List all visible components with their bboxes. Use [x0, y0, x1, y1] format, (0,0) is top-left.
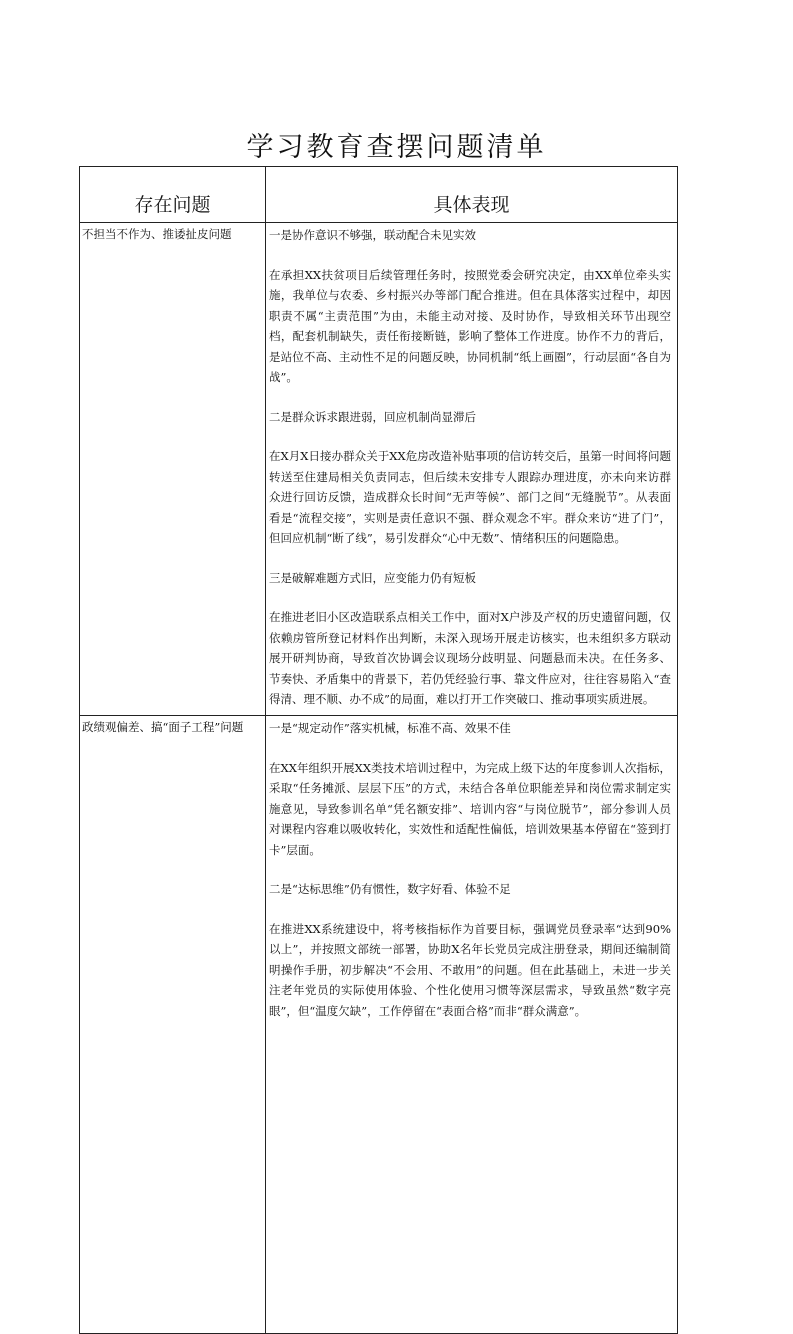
issue-table: [79, 166, 678, 1334]
point-body: 在X月X日接办群众关于XX危房改造补贴事项的信访转交后，虽第一时间将问题转送至住建局相关负责同志，但后续未安排专人跟踪办理进度，亦未向来访群众进行回访反馈，造成群众长时间“无声等候”、部门之间“无缝脱节”。从表面看是“流程交接”，实则是责任意识不强、群众观念不牢。群众来访“进了门”，但回应机制“断了线”，易引发群众“心中无数”、情绪积压的问题隐患。: [269, 449, 671, 545]
point-body: 在推进老旧小区改造联系点相关工作中，面对X户涉及产权的历史遗留问题，仅依赖房管所登记材料作出判断，未深入现场开展走访核实，也未组织多方联动展开研判协商，导致首次协调会议现场分歧明显、问题悬而未决。在任务多、节奏快、矛盾集中的背景下，若仍凭经验行事、靠文件应对，往往容易陷入“查得清、理不顺、办不成”的局面，难以打开工作突破口、推动事项实质进展。: [269, 610, 671, 706]
header-detail: 具体表现: [266, 167, 678, 223]
point-body: 在承担XX扶贫项目后续管理任务时，按照党委会研究决定，由XX单位牵头实施，我单位与农委、乡村振兴办等部门配合推进。但在具体落实过程中，却因职责不属“主责范围”为由，未能主动对接、及时协作，导致相关环节出现空档，配套机制缺失，责任衔接断链，影响了整体工作进度。协作不力的背后，是站位不高、主动性不足的问题反映，协同机制“纸上画圈”，行动层面“各自为战”。: [269, 267, 671, 384]
table-row: [80, 223, 678, 716]
header-issue: 存在问题: [80, 167, 266, 223]
issue-cell: 不担当不作为、推诿扯皮问题: [80, 223, 266, 716]
detail-cell: [266, 716, 678, 1334]
point-heading: 三是破解难题方式旧，应变能力仍有短板: [269, 570, 476, 585]
point-heading: 二是群众诉求跟进弱，回应机制尚显滞后: [269, 409, 476, 424]
point-body: 在XX年组织开展XX类技术培训过程中，为完成上级下达的年度参训人次指标，采取“任务摊派、层层下压”的方式，未结合各单位职能差异和岗位需求制定实施意见，导致参训名单“凭名额安排”、培训内容“与岗位脱节”，部分参训人员对课程内容难以吸收转化，实效性和适配性偏低，培训效果基本停留在“签到打卡”层面。: [269, 760, 671, 857]
point-heading: 二是“达标思维”仍有惯性，数字好看、体验不足: [269, 882, 511, 896]
point-heading: 一是协作意识不够强，联动配合未见实效: [269, 228, 476, 242]
table-row: [80, 716, 678, 1334]
point-heading: 一是“规定动作”落实机械，标准不高、效果不佳: [269, 721, 511, 735]
table-header-row: [80, 167, 678, 223]
document-title: 学习教育查摆问题清单: [246, 132, 547, 163]
point-body: 在推进XX系统建设中，将考核指标作为首要目标，强调党员登录率“达到90%以上”，并按照文部统一部署，协助X名年长党员完成注册登录，期间还编制简明操作手册，初步解决“不会用、不敢用”的问题。但在此基础上，未进一步关注老年党员的实际使用体验、个性化使用习惯等深层需求，导致虽然“数字亮眼”，但“温度欠缺”，工作停留在“表面合格”而非“群众满意”。: [269, 921, 671, 1018]
issue-cell: 政绩观偏差、搞“面子工程”问题: [80, 716, 266, 1334]
detail-cell: [266, 223, 678, 716]
